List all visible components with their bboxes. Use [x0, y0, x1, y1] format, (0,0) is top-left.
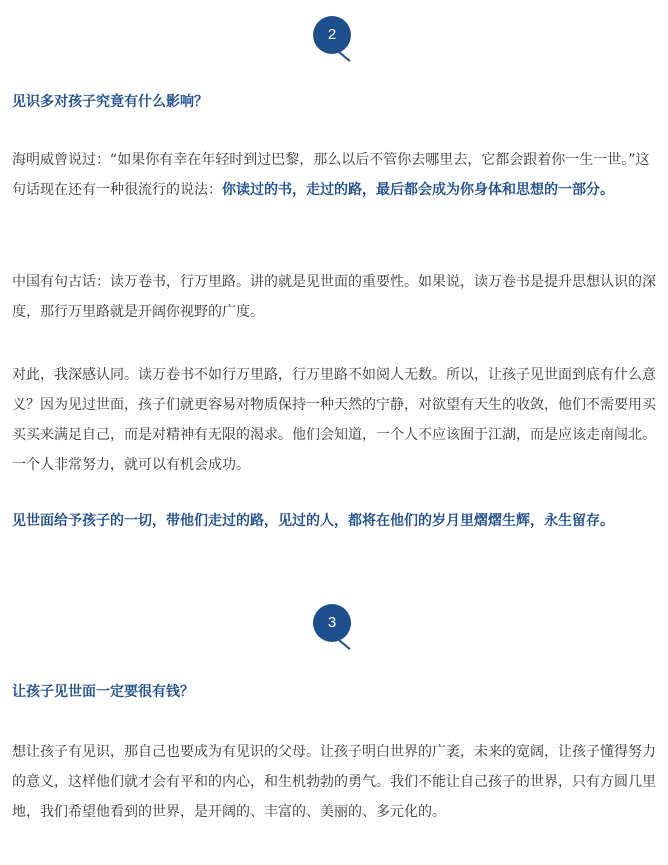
section-number-badge	[311, 14, 357, 60]
paragraph: 对此，我深感认同。读万卷书不如行万里路，行万里路不如阅人无数。所以，让孩子见世面到底有什么意义？因为见过世面，孩子们就更容易对物质保持一种天然的宁静，对欲望有天生的收敛，他们不需要用买买买来满足自己，而是对精神有无限的渴求。他们会知道，一个人不应该囿于江湖，而是应该走南闯北。一个人非常努力，就可以有机会成功。	[12, 367, 656, 473]
paragraph	[12, 145, 658, 205]
paragraph: 想让孩子有见识，那自己也要成为有见识的父母。让孩子明白世界的广袤，未来的宽阔，让孩子懂得努力的意义，这样他们就才会有平和的内心，和生机勃勃的勇气。我们不能让自己孩子的世界，只有方圆几里地，我们希望他看到的世界，是开阔的、丰富的、美丽的、多元化的。	[12, 744, 656, 820]
section-number: 2	[313, 16, 351, 54]
section-number-badge	[311, 602, 357, 648]
paragraph-text: 海明威曾说过：“如果你有幸在年轻时到过巴黎，那么以后不管你去哪里去，它都会跟着你一生一世。”这句话现在还有一种很流行的说法：	[12, 152, 650, 198]
emphasis-text: 你读过的书，走过的路，最后都会成为你身体和思想的一部分。	[222, 182, 614, 198]
section-heading: 见识多对孩子究竟有什么影响？	[12, 94, 208, 110]
highlight-paragraph: 见世面给予孩子的一切，带他们走过的路，见过的人，都将在他们的岁月里熠熠生辉，永生留存。	[12, 513, 614, 529]
section-number: 3	[313, 604, 351, 642]
section-heading: 让孩子见世面一定要很有钱？	[12, 684, 194, 700]
paragraph: 中国有句古话：读万卷书，行万里路。讲的就是见世面的重要性。如果说，读万卷书是提升思想认识的深度，那行万里路就是开阔你视野的广度。	[12, 274, 656, 320]
